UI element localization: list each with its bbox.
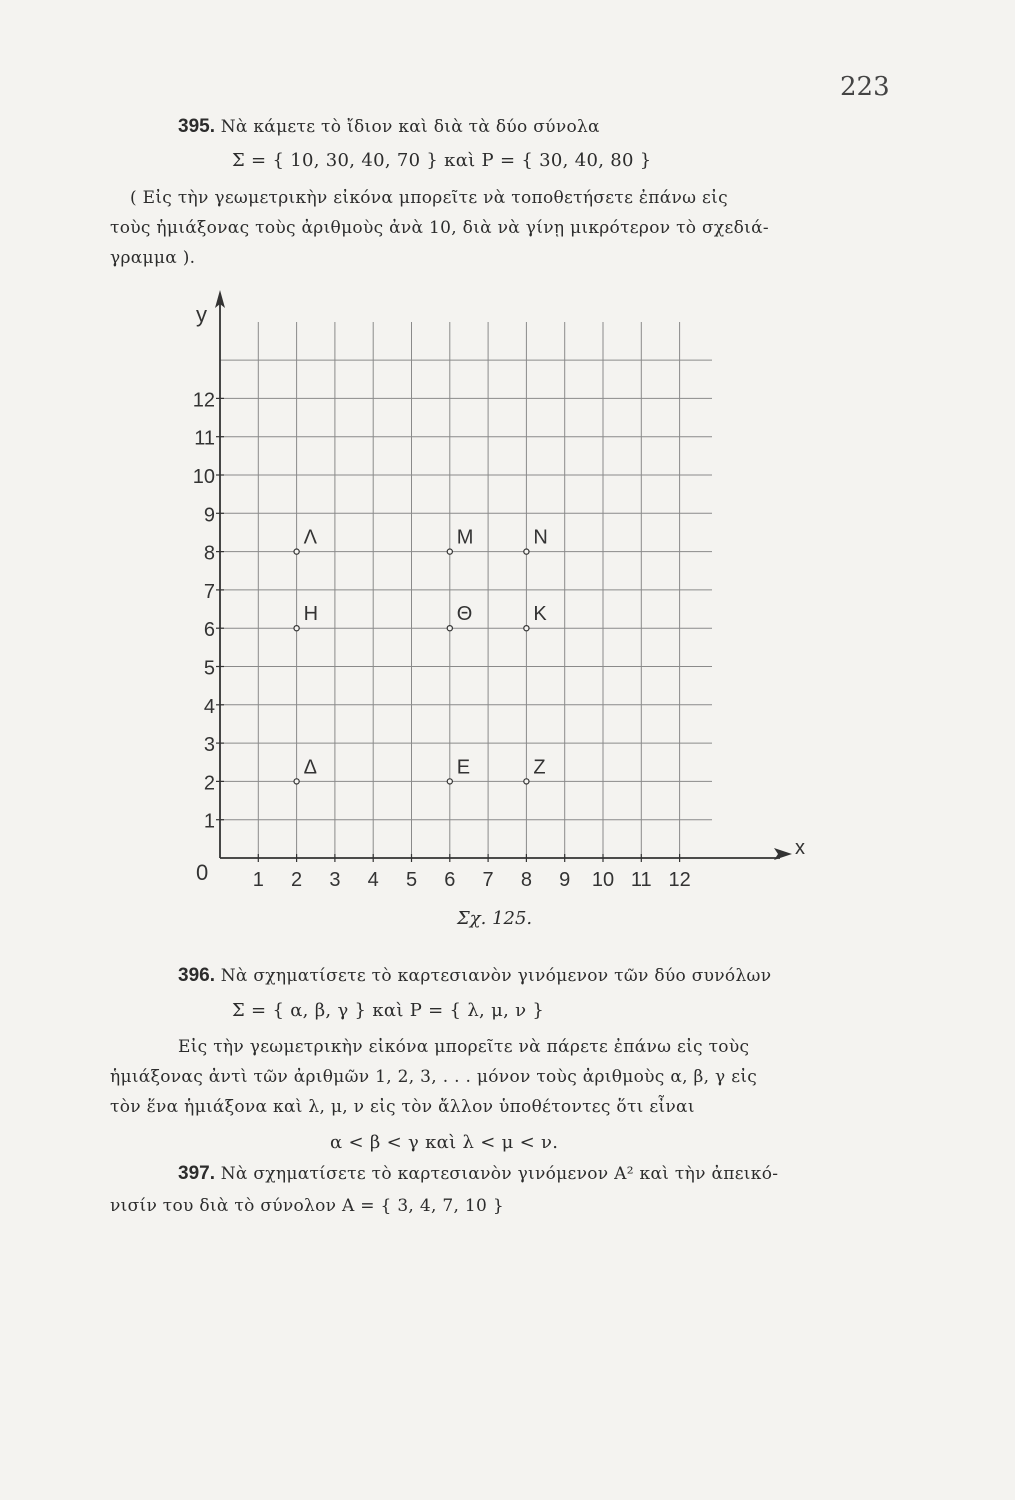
paragraph-line: τοὺς ἡμιάξονας τοὺς ἀριθμοὺς ἀνὰ 10, διὰ νὰ γίνῃ μικρότερον τὸ σχεδιά- — [110, 218, 769, 238]
x-tick-label: 5 — [405, 869, 418, 891]
point-label: Θ — [456, 603, 473, 626]
exercise-number: 396. — [178, 965, 215, 986]
point-label: Ν — [533, 526, 548, 549]
point-marker — [447, 549, 452, 554]
x-tick-label: 1 — [252, 869, 264, 891]
x-tick-label: 3 — [329, 869, 341, 891]
axes — [196, 290, 805, 885]
paragraph-line: ( Εἰς τὴν γεωμετρικὴν εἰκόνα μπορεῖτε νὰ τοποθετήσετε ἐπάνω εἰς — [130, 188, 728, 208]
exercise-text: Νὰ σχηματίσετε τὸ καρτεσιανὸν γινόμενον τῶν δύο συνόλων — [220, 966, 772, 986]
x-tick-label: 2 — [291, 869, 303, 891]
x-tick-label: 7 — [482, 869, 494, 891]
y-tick-label: 2 — [203, 772, 215, 795]
set-definition: Σ = { 10, 30, 40, 70 } καὶ Ρ = { 30, 40, 80 } — [232, 150, 652, 171]
paragraph-line: ἡμιάξονας ἀντὶ τῶν ἀριθμῶν 1, 2, 3, . . . μόνον τοὺς ἀριθμοὺς α, β, γ εἰς — [110, 1067, 758, 1087]
exercise-number: 397. — [178, 1163, 215, 1184]
x-tick-label: 11 — [630, 869, 652, 891]
x-tick-label: 10 — [591, 869, 615, 891]
y-tick-label: 6 — [203, 619, 215, 642]
x-tick-label: 8 — [520, 869, 532, 891]
x-tick-label: 6 — [444, 869, 456, 891]
origin-label: 0 — [196, 860, 209, 885]
paragraph-line: τὸν ἕνα ἡμιάξονα καὶ λ, μ, ν εἰς τὸν ἄλλον ὑποθέτοντες ὅτι εἶναι — [110, 1097, 695, 1117]
y-tick-label: 11 — [194, 427, 215, 450]
x-axis-arrow-icon — [774, 848, 792, 860]
point-marker — [447, 626, 452, 631]
exercise-397-line-1 — [178, 1163, 778, 1185]
points — [294, 527, 548, 784]
point-label: Ε — [456, 756, 471, 779]
x-tick-label: 9 — [559, 869, 571, 891]
point-marker — [294, 626, 299, 631]
point-label: Μ — [456, 526, 474, 549]
exercise-396-line-1 — [178, 965, 771, 987]
point-label: Η — [303, 603, 319, 626]
page-number: 223 — [840, 72, 890, 102]
exercise-text: Νὰ κάμετε τὸ ἴδιον καὶ διὰ τὰ δύο σύνολα — [220, 117, 600, 137]
y-tick-label: 12 — [192, 389, 215, 412]
point-marker — [294, 549, 299, 554]
point-label: Κ — [533, 603, 547, 626]
y-tick-label: 5 — [203, 657, 215, 680]
point-label: Δ — [303, 756, 317, 779]
point-marker — [447, 779, 452, 784]
exercise-text: Νὰ σχηματίσετε τὸ καρτεσιανὸν γινόμενον Α² καὶ τὴν ἀπεικό- — [220, 1164, 779, 1184]
y-axis-label: y — [196, 302, 207, 327]
x-tick-label: 12 — [668, 869, 691, 891]
point-label: Λ — [303, 526, 317, 549]
inequality-line: α < β < γ καὶ λ < μ < ν. — [330, 1132, 559, 1153]
y-tick-label: 10 — [192, 466, 215, 488]
paragraph-line: γραμμα ). — [110, 248, 196, 268]
paragraph-line: νισίν του διὰ τὸ σύνολον Α = { 3, 4, 7, 10 } — [110, 1196, 504, 1216]
y-tick-label: 3 — [203, 734, 215, 757]
y-tick-label: 4 — [203, 695, 215, 718]
paragraph-line: Εἰς τὴν γεωμετρικὴν εἰκόνα μπορεῖτε νὰ πάρετε ἐπάνω εἰς τοὺς — [178, 1037, 750, 1057]
tick-labels — [193, 389, 691, 891]
x-axis-label: x — [795, 837, 805, 859]
y-tick-label: 1 — [203, 810, 215, 833]
point-marker — [294, 779, 299, 784]
point-marker — [524, 626, 529, 631]
set-definition: Σ = { α, β, γ } καὶ Ρ = { λ, μ, ν } — [232, 1000, 545, 1021]
y-tick-label: 9 — [203, 504, 215, 527]
point-marker — [524, 779, 529, 784]
point-label: Ζ — [533, 756, 546, 779]
figure-caption: Σχ. 125. — [457, 908, 533, 929]
x-tick-label: 4 — [367, 869, 379, 891]
y-tick-label: 7 — [203, 580, 215, 603]
exercise-number: 395. — [178, 116, 215, 137]
point-marker — [524, 549, 529, 554]
y-tick-label: 8 — [203, 542, 215, 565]
